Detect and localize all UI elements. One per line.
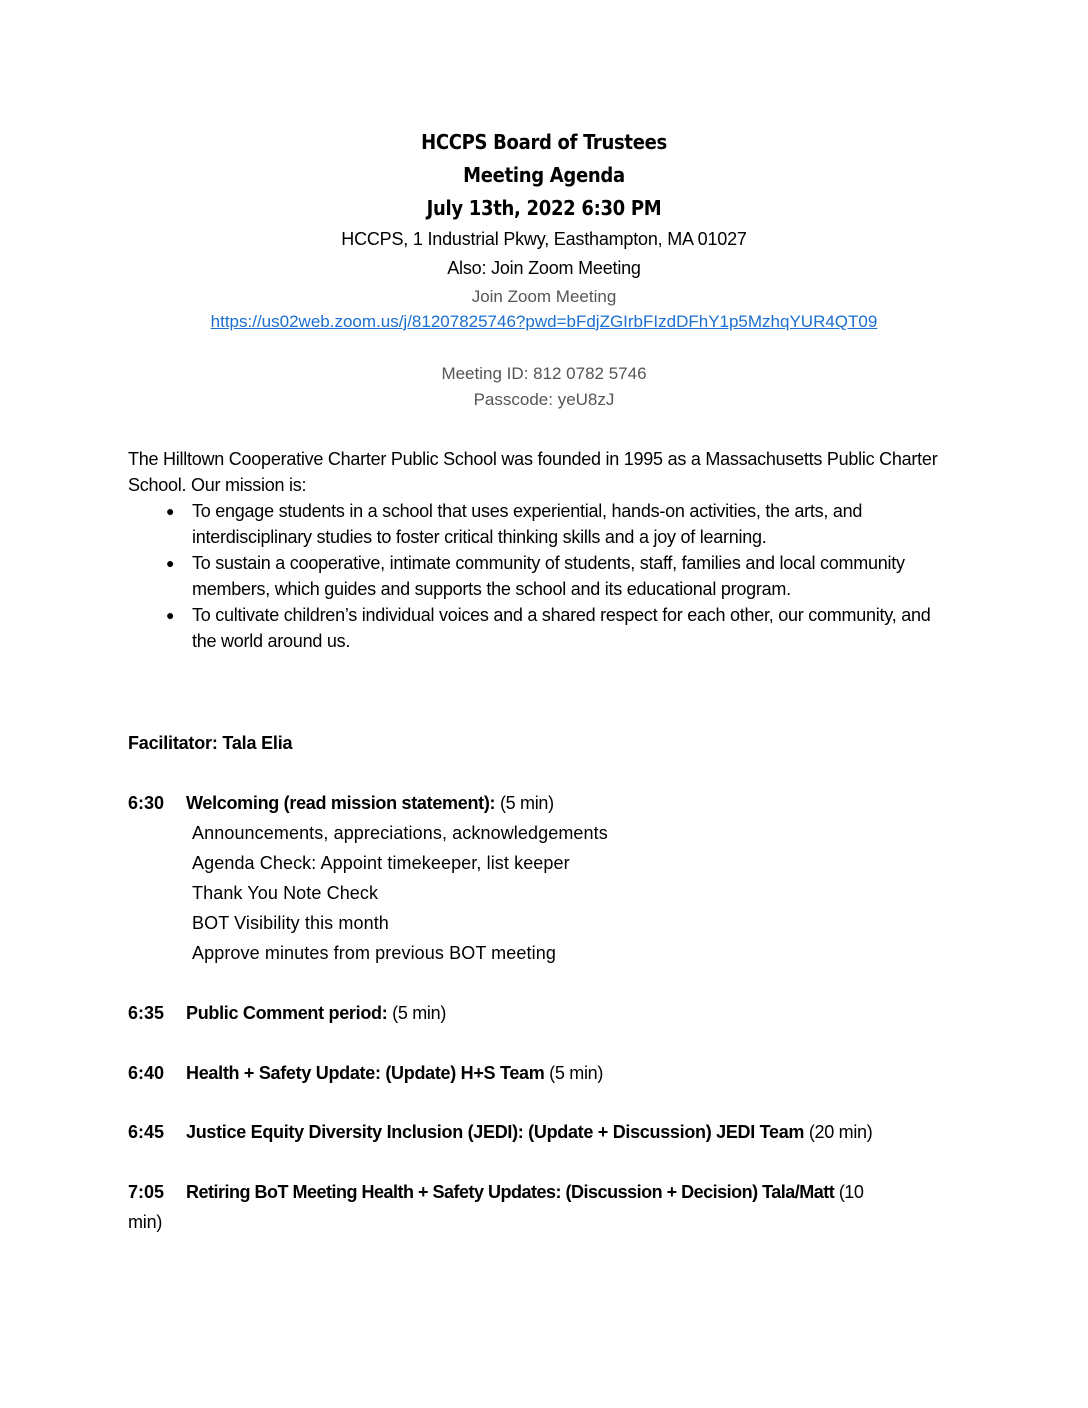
mission-bullet-text: To sustain a cooperative, intimate community of students, staff, families and local community members, which guides and supports the school and its educational program. (192, 553, 905, 599)
agenda-item-title: Health + Safety Update: (Update) H+S Team (186, 1063, 545, 1083)
agenda-item-duration: (10 (838, 1182, 864, 1202)
agenda-item-title: Justice Equity Diversity Inclusion (JEDI): (Update + Discussion) JEDI Team (186, 1122, 805, 1142)
agenda-item-title: Public Comment period: (186, 1003, 388, 1023)
agenda-time: 6:30 (128, 793, 165, 813)
meeting-address: HCCPS, 1 Industrial Pkwy, Easthampton, MA 01027 (341, 229, 747, 249)
agenda-subitem: BOT Visibility this month (192, 913, 389, 933)
agenda-item-duration: (5 min) (499, 793, 554, 813)
mission-bullet-text: To engage students in a school that uses experiential, hands-on activities, the arts, and interdisciplinary studies to foster critical thinking skills and a joy of learning. (192, 501, 863, 547)
agenda-time: 6:45 (128, 1122, 165, 1142)
also-zoom-label: Also: Join Zoom Meeting (447, 258, 641, 278)
agenda-subitem: Agenda Check: Appoint timekeeper, list keeper (192, 853, 570, 873)
agenda-item (186, 1063, 603, 1084)
meeting-id: Meeting ID: 812 0782 5746 (441, 364, 647, 383)
agenda-item (186, 793, 554, 814)
agenda-item-duration: (5 min) (392, 1003, 447, 1023)
agenda-item (186, 1182, 863, 1203)
facilitator: Facilitator: Tala Elia (128, 733, 293, 753)
agenda-item (186, 1122, 872, 1143)
mission-bullet (128, 602, 958, 654)
zoom-label: Join Zoom Meeting (471, 287, 617, 306)
agenda-time: 7:05 (128, 1182, 165, 1202)
mission-intro: The Hilltown Cooperative Charter Public School was founded in 1995 as a Massachusetts Public Charter School. Our mission is: (128, 449, 938, 495)
mission-list (128, 498, 958, 654)
zoom-link[interactable]: https://us02web.zoom.us/j/81207825746?pwd=bFdjZGIrbFIzdDFhY1p5MzhqYUR4QT09 (210, 312, 878, 331)
org-title: HCCPS Board of Trustees (421, 130, 667, 154)
agenda-item-title: Retiring BoT Meeting Health + Safety Updates: (Discussion + Decision) Tala/Matt (186, 1182, 835, 1202)
passcode: Passcode: yeU8zJ (473, 390, 615, 409)
agenda-item (186, 1003, 446, 1024)
doc-title: Meeting Agenda (463, 163, 625, 187)
mission-bullet (128, 550, 958, 602)
meeting-datetime: July 13th, 2022 6:30 PM (426, 196, 662, 220)
agenda-time: 6:40 (128, 1063, 165, 1083)
agenda-item-duration-continued: min) (128, 1212, 163, 1232)
mission-bullet (128, 498, 958, 550)
zoom-link-row (0, 312, 1088, 332)
bullet-icon: ● (166, 503, 175, 519)
agenda-item-duration: (5 min) (549, 1063, 604, 1083)
agenda-subitem: Announcements, appreciations, acknowledgements (192, 823, 608, 843)
bullet-icon: ● (166, 555, 175, 571)
bullet-icon: ● (166, 607, 175, 623)
agenda-item-duration: (20 min) (808, 1122, 873, 1142)
mission-bullet-text: To cultivate children’s individual voices and a shared respect for each other, our community, and the world around us. (192, 605, 931, 651)
agenda-item-title: Welcoming (read mission statement): (186, 793, 496, 813)
agenda-subitem: Approve minutes from previous BOT meeting (192, 943, 556, 963)
agenda-subitem: Thank You Note Check (192, 883, 379, 903)
agenda-time: 6:35 (128, 1003, 165, 1023)
